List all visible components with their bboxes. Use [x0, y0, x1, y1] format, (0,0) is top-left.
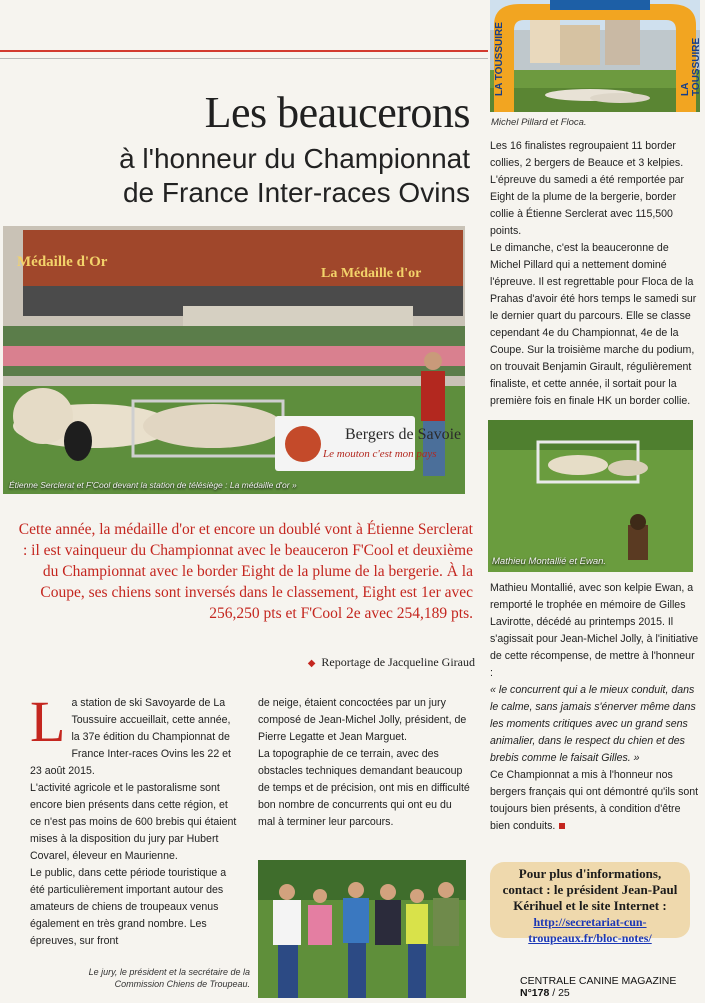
paragraph-quote: « le concurrent qui a le mieux conduit, dans le calme, sans jamais s'énerver même dans les moments critiques avec un grand sens animalier, dans le respect du chien et des brebis comme le faisait Gilles. » [490, 684, 696, 764]
page-footer [520, 975, 705, 999]
column-1 [30, 689, 240, 950]
paragraph-saturday: L'épreuve du samedi a été remportée par Eight de la plume de la bergerie, border collie à Étienne Serclerat avec 115,500 points. [490, 174, 685, 237]
arch-illustration [490, 0, 700, 112]
arch-text-left: LA TOUSSUIRE [494, 22, 505, 96]
column-3-top [490, 138, 700, 410]
article-title: Les beaucerons [204, 88, 470, 137]
paragraph-intro: La station de ski Savoyarde de La Toussuire accueillait, cette année, la 37e édition du Championnat de France Inter-races Ovins les 22 et 23 août 2015. [30, 689, 231, 777]
caption-kelpie: Mathieu Montallié et Ewan. [492, 556, 607, 567]
credit-text: Reportage de Jacqueline Giraud [321, 655, 475, 669]
paragraph-activity: L'activité agricole et le pastoralisme sont encore bien présents dans cette région, et ce n'est pas moins de 600 brebis qui étaient mises à la disposition du jury par Hubert Covarel, éleveur en Maurienne. [30, 782, 237, 862]
arch-text-right: LA TOUSSUIRE [680, 37, 702, 96]
paragraph-topography: La topographie de ce terrain, avec des obstacles techniques demandant beaucoup de temps et de précision, ont mis en difficulté bon nombre de concurrents qui ont eu du mal à terminer leur parcours. [258, 748, 470, 828]
footer-magazine: CENTRALE CANINE MAGAZINE [520, 975, 677, 987]
photo-jury [258, 860, 466, 998]
caption-main: Étienne Serclerat et F'Cool devant la station de télésiège : La médaille d'or » [9, 480, 297, 490]
banner-bergers: Bergers de Savoie [345, 426, 462, 443]
paragraph-public: Le public, dans cette période touristique a été particulièrement important autour des amateurs de chiens de troupeaux venus également en très grand nombre. Les épreuves, sur front [30, 867, 227, 947]
paragraph-conclusion: Ce Championnat a mis à l'honneur nos bergers français qui ont démontré qu'ils sont toujours bien présents, à condition d'être bien conduits. [490, 769, 699, 832]
footer-issue: N°178 [520, 987, 550, 999]
subtitle-line-1: à l'honneur du Championnat [119, 143, 470, 174]
photo-kelpie [488, 420, 693, 572]
sign-medaille-right: La Médaille d'or [321, 266, 422, 281]
end-mark-icon [559, 823, 565, 829]
lead-paragraph: Cette année, la médaille d'or et encore un doublé vont à Étienne Serclerat : il est vainqueur du Championnat avec le beauceron F'Cool et deuxième du Championnat avec le border Eight de la plume de la bergerie. À la Coupe, ses chiens sont inversés dans le classement, Eight est 1er avec 256,250 pts et F'Cool 2e avec 254,189 pts. [18, 521, 473, 622]
paragraph-jury: de neige, étaient concoctées par un jury composé de Jean-Michel Jolly, président, de Pierre Legatte et Jean Marguet. [258, 697, 467, 743]
paragraph-sunday: Le dimanche, c'est la beauceronne de Michel Pillard qui a nettement dominé l'épreuve. Il est regrettable pour Floca de la Prahas d'avoir été hors temps le samedi sur le dernier quart du parcours. Elle se classe cependant 4e du Championnat, 4e de la Coupe. Sur la troisième marche du podium, on trouvait Benjamin Girault, régulièrement finaliste, et cette année, il sortait pour la première fois en finale HK un border collie. [490, 242, 697, 407]
header-rule-thin [0, 58, 488, 59]
column-2 [258, 695, 470, 831]
info-box [490, 862, 690, 945]
info-line-3: Kérihuel et le site Internet : [513, 898, 667, 913]
footer-page: / 25 [552, 987, 570, 999]
drop-cap: L [30, 689, 66, 754]
kelpie-illustration [488, 420, 693, 572]
photo-main [3, 226, 465, 494]
reportage-credit [275, 655, 475, 670]
banner-sub: Le mouton c'est mon pays [323, 448, 437, 460]
diamond-icon: ◆ [307, 658, 316, 669]
caption-top-right: Michel Pillard et Floca. [491, 117, 587, 128]
article-subtitle [60, 142, 470, 210]
info-line-1: Pour plus d'informations, [518, 866, 662, 881]
info-line-2: contact : le président Jean-Paul [502, 882, 678, 897]
caption-jury: Le jury, le président et la secrétaire de la Commission Chiens de Troupeau. [88, 967, 250, 989]
paragraph-finalists: Les 16 finalistes regroupaient 11 border collies, 2 bergers de Beauce et 3 kelpies. [490, 140, 684, 169]
paragraph-montallie: Mathieu Montallié, avec son kelpie Ewan, a remporté le trophée en mémoire de Gilles Lavirotte, décédé au printemps 2015. Il s'agissait pour Jean-Michel Jolly, à l'initiative de cette récompense, de mettre à l'honneur : [490, 582, 699, 679]
subtitle-line-2: de France Inter-races Ovins [122, 177, 470, 208]
jury-illustration [258, 860, 466, 998]
info-link[interactable]: http://secretariat-cun-troupeaux.fr/bloc-notes/ [528, 915, 652, 945]
sign-medaille-left: Médaille d'Or [17, 254, 108, 270]
photo-finish-arch [490, 0, 700, 112]
column-3-bottom [490, 580, 700, 835]
header-rule [0, 50, 488, 52]
